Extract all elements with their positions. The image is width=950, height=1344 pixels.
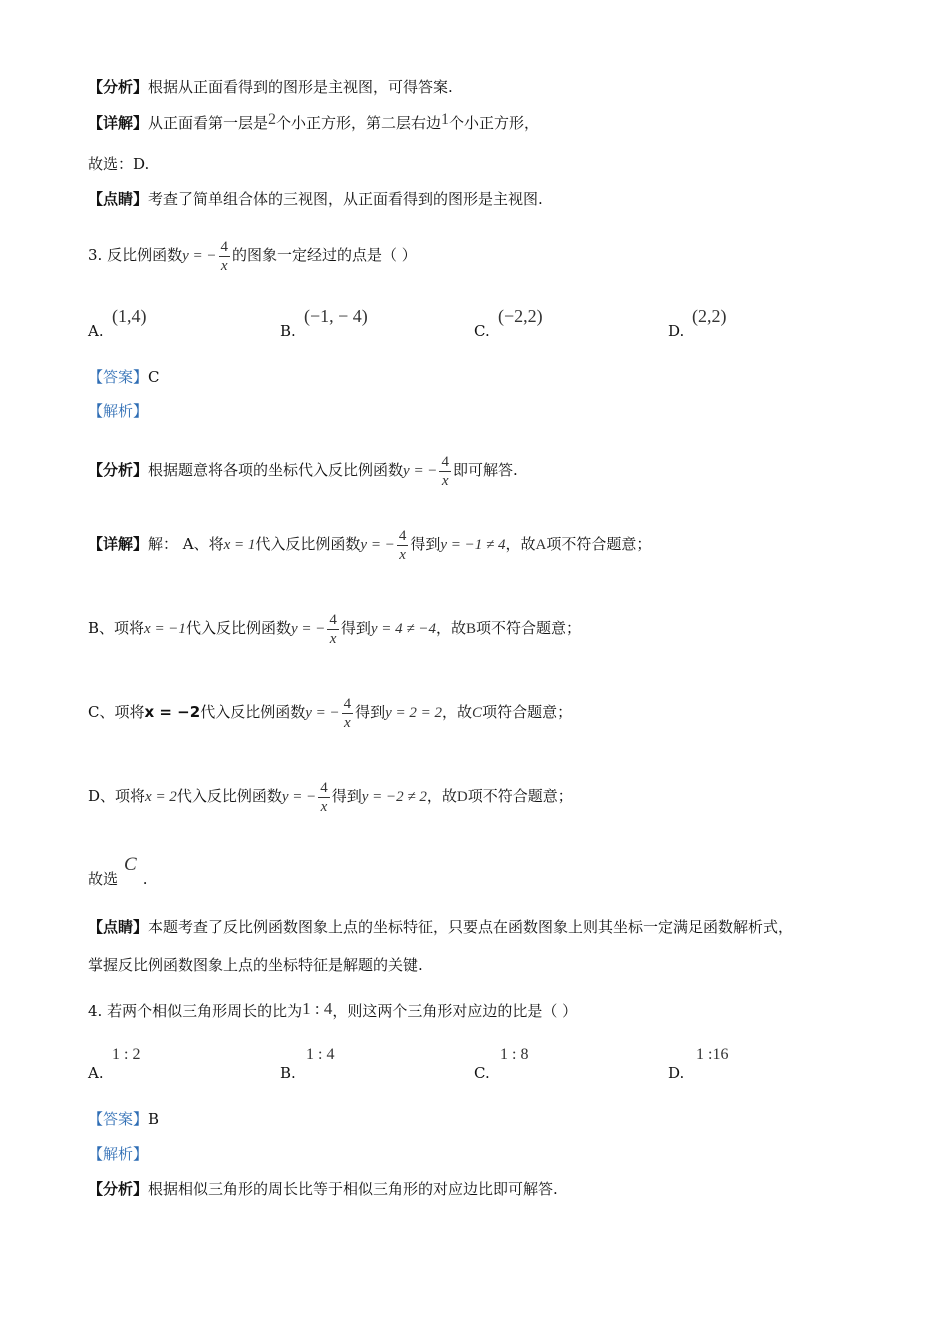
fraction-numerator: 4 <box>320 779 328 796</box>
detail-a-func-lhs: y = − <box>360 537 395 553</box>
fraction-numerator: 4 <box>398 527 407 544</box>
detail-d-fraction <box>318 779 330 816</box>
detail-d-post2: 项不符合题意； <box>467 787 573 805</box>
q3-analysis-fraction <box>439 453 451 490</box>
option-label: B. <box>280 1064 296 1082</box>
fraction-denominator: x <box>342 713 354 732</box>
q4-analysis-line <box>88 1178 558 1200</box>
analysis-tag: 【分析】 <box>88 78 149 96</box>
q3-detail-b-line <box>88 606 581 651</box>
q2-detail-line <box>88 112 539 135</box>
fraction-numerator: 4 <box>441 453 449 470</box>
detail-b-mid: 代入反比例函数 <box>185 619 291 637</box>
q4-answer-value: B <box>148 1110 160 1128</box>
q4-solution-tag-line <box>88 1143 148 1165</box>
option-value: 1 :16 <box>696 1046 729 1063</box>
comment-tag: 【点睛】 <box>88 918 149 936</box>
q2-choice-line: 故选：D. <box>88 155 150 173</box>
option-value: 1 : 2 <box>112 1046 141 1063</box>
detail-b-get: 得到 <box>340 619 371 637</box>
option-label: D. <box>668 1064 685 1082</box>
fraction-denominator: x <box>219 256 231 275</box>
solution-tag: 【解析】 <box>88 1145 149 1163</box>
q3-choice-letter: C <box>124 854 137 875</box>
q3-comment-line-1 <box>88 916 793 938</box>
fraction-denominator: x <box>327 629 339 648</box>
q4-answer-line <box>88 1108 159 1130</box>
comment-tag: 【点睛】 <box>88 190 149 208</box>
answer-tag: 【答案】 <box>88 368 149 386</box>
answer-tag: 【答案】 <box>88 1110 149 1128</box>
q3-solution-tag-line <box>88 400 148 422</box>
fraction-denominator: x <box>397 545 409 564</box>
fraction-denominator: x <box>318 797 330 816</box>
detail-a-x: x = 1 <box>223 537 256 553</box>
detail-c-post2: 项符合题意； <box>482 703 573 721</box>
option-value: (2,2) <box>692 306 727 326</box>
detail-d-pre: D、项将 <box>88 787 146 805</box>
detail-b-fraction <box>327 611 339 648</box>
detail-tag: 【详解】 <box>88 535 149 553</box>
option-value: (1,4) <box>112 306 147 326</box>
detail-c-get: 得到 <box>355 703 386 721</box>
detail-a-post1: ，故 <box>505 535 536 553</box>
detail-d-y: y = −2 ≠ 2 <box>361 789 427 805</box>
q3-analysis-text-b: 即可解答. <box>452 461 518 479</box>
q3-stem-func-lhs: y = − <box>182 248 217 264</box>
detail-a-letter: A <box>535 537 547 553</box>
q3-detail-a-line <box>88 522 651 567</box>
option-value: 1 : 4 <box>306 1046 335 1063</box>
option-value: 1 : 8 <box>500 1046 529 1063</box>
q3-answer-value: C <box>148 368 160 386</box>
option-label: C. <box>474 322 490 340</box>
fraction-numerator: 4 <box>220 238 228 255</box>
detail-b-y: y = 4 ≠ −4 <box>370 621 437 637</box>
detail-a-get: 得到 <box>410 535 441 553</box>
option-value: (−1, − 4) <box>304 306 368 326</box>
analysis-tag: 【分析】 <box>88 1180 149 1198</box>
detail-c-x: x = −2 <box>144 703 201 721</box>
detail-b-func-lhs: y = − <box>290 621 326 637</box>
fraction-numerator: 4 <box>343 695 352 712</box>
q3-analysis-text-a: 根据题意将各项的坐标代入反比例函数 <box>148 461 404 479</box>
detail-b-post2: 项不符合题意； <box>476 619 582 637</box>
detail-c-mid: 代入反比例函数 <box>200 703 306 721</box>
detail-a-mid: 代入反比例函数 <box>255 535 361 553</box>
detail-d-x: x = 2 <box>145 789 177 805</box>
detail-c-letter: C <box>472 705 483 721</box>
detail-d-func-lhs: y = − <box>281 789 317 805</box>
q3-stem-text-a: 3. 反比例函数 <box>88 246 183 264</box>
q3-choice-text: 故选 <box>88 870 119 888</box>
fraction-numerator: 4 <box>329 611 337 628</box>
q4-stem-text-b: ，则这两个三角形对应边的比是（ ） <box>332 1002 578 1020</box>
detail-c-post1: ，故 <box>442 703 473 721</box>
fraction-denominator: x <box>439 471 451 490</box>
q3-detail-c-line <box>88 690 572 735</box>
option-label: A. <box>88 1064 104 1082</box>
q2-comment-line <box>88 188 543 210</box>
q3-choice-period: . <box>142 870 148 888</box>
detail-d-mid: 代入反比例函数 <box>176 787 282 805</box>
q3-analysis-func-lhs: y = − <box>403 463 438 479</box>
analysis-tag: 【分析】 <box>88 461 149 479</box>
detail-c-pre: C、项将 <box>88 703 145 721</box>
q3-choice-line <box>88 854 148 890</box>
option-label: A. <box>88 322 104 340</box>
detail-c-y: y = 2 = 2 <box>385 705 443 721</box>
q2-analysis-line <box>88 76 453 98</box>
q2-comment-text: 考查了简单组合体的三视图，从正面看得到的图形是主视图. <box>148 190 543 208</box>
detail-a-pre: 解： A、将 <box>148 535 224 553</box>
q4-stem-text-a: 4. 若两个相似三角形周长的比为 <box>88 1002 303 1020</box>
q3-answer-line <box>88 366 160 388</box>
detail-b-post1: ，故 <box>436 619 467 637</box>
detail-d-post1: ，故 <box>426 787 457 805</box>
option-label: B. <box>280 322 296 340</box>
detail-d-get: 得到 <box>331 787 362 805</box>
q3-analysis-line <box>88 448 518 493</box>
q2-detail-num-1: 1 <box>441 111 450 128</box>
detail-c-fraction <box>342 695 354 732</box>
q4-stem <box>88 1000 577 1022</box>
q3-stem-fraction <box>219 238 231 275</box>
detail-d-letter: D <box>456 789 468 805</box>
q2-detail-num-2: 2 <box>268 111 277 128</box>
detail-b-x: x = −1 <box>144 621 186 637</box>
solution-tag: 【解析】 <box>88 402 149 420</box>
option-label: C. <box>474 1064 490 1082</box>
q3-stem <box>88 233 417 278</box>
q3-comment-line-2: 掌握反比例函数图象上点的坐标特征是解题的关键. <box>88 956 423 974</box>
detail-b-letter: B <box>466 621 477 637</box>
q2-detail-text-b: 个小正方形，第二层右边 <box>276 114 442 132</box>
option-value: (−2,2) <box>498 306 543 326</box>
detail-a-fraction <box>397 527 409 564</box>
q3-stem-text-b: 的图象一定经过的点是（ ） <box>232 246 417 264</box>
q2-analysis-text: 根据从正面看得到的图形是主视图，可得答案. <box>148 78 453 96</box>
q3-comment-text-1: 本题考查了反比例函数图象上点的坐标特征，只要点在函数图象上则其坐标一定满足函数解析式， <box>148 918 794 936</box>
detail-a-post2: 项不符合题意； <box>546 535 652 553</box>
q2-detail-text-a: 从正面看第一层是 <box>148 114 269 132</box>
detail-tag: 【详解】 <box>88 114 149 132</box>
option-label: D. <box>668 322 685 340</box>
detail-a-y: y = −1 ≠ 4 <box>440 537 506 553</box>
q3-detail-d-line <box>88 774 573 819</box>
detail-c-func-lhs: y = − <box>305 705 340 721</box>
q4-stem-ratio: 1 : 4 <box>302 999 333 1018</box>
detail-b-pre: B、项将 <box>88 619 145 637</box>
q2-detail-text-c: 个小正方形， <box>449 114 540 132</box>
q4-analysis-text: 根据相似三角形的周长比等于相似三角形的对应边比即可解答. <box>148 1180 558 1198</box>
